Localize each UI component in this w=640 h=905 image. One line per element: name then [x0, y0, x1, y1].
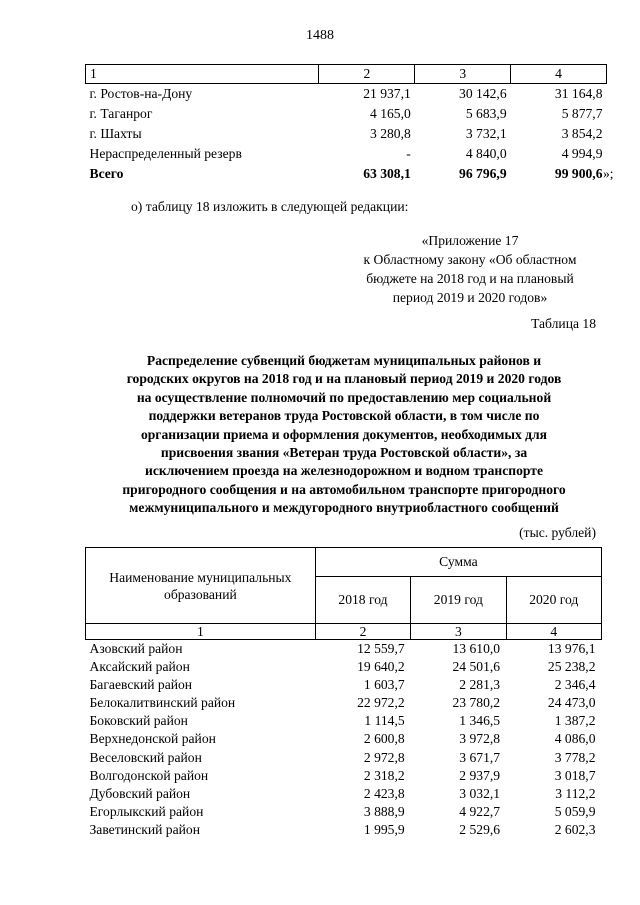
value-cell: 4 994,9 — [561, 146, 603, 161]
value-cell: 5 683,9 — [465, 106, 507, 121]
table-label: Таблица 18 — [531, 316, 596, 331]
header-cell: 4 — [511, 65, 607, 84]
name-cell: Волгодонской район — [89, 767, 209, 783]
value-cell: 2 318,2 — [363, 767, 405, 783]
year-2018-header: 2018 год — [315, 577, 410, 624]
index-cell: 1 — [86, 624, 316, 640]
main-table — [85, 547, 602, 839]
value-cell: 1 114,5 — [364, 713, 405, 729]
value-cell: 3 778,2 — [554, 749, 596, 765]
name-cell: Егорлыкский район — [89, 803, 204, 819]
header-cell: 2 — [319, 65, 415, 84]
table-row — [86, 124, 607, 144]
value-cell: 24 473,0 — [547, 695, 596, 711]
value-cell: 2 602,3 — [554, 821, 596, 837]
table-row — [86, 694, 602, 712]
table-row — [86, 730, 602, 748]
units-label: (тыс. рублей) — [519, 525, 596, 540]
total-value: 63 308,1 — [363, 166, 411, 181]
value-cell: 4 165,0 — [370, 106, 411, 121]
value-cell: 3 018,7 — [554, 767, 596, 783]
name-cell: Белокалитвинский район — [89, 695, 236, 711]
value-cell: 19 640,2 — [357, 659, 405, 675]
total-value: 96 796,9 — [459, 166, 507, 181]
table-title — [85, 352, 603, 518]
total-value: 99 900,6 — [554, 166, 603, 181]
title-line: Распределение субвенций бюджетам муниципальных районов и — [146, 353, 542, 368]
table-row — [86, 767, 602, 785]
value-cell: 3 888,9 — [363, 803, 405, 819]
name-cell: Заветинский район — [89, 821, 200, 837]
index-cell: 4 — [506, 624, 601, 640]
table-row — [86, 104, 607, 124]
name-cell: Азовский район — [89, 641, 183, 656]
table-row — [86, 658, 602, 676]
value-cell: 1 995,9 — [363, 821, 405, 837]
name-cell: г. Таганрог — [89, 106, 153, 121]
column-index-row — [86, 624, 602, 640]
table-row — [86, 803, 602, 821]
table-row — [86, 749, 602, 767]
value-cell: 4 840,0 — [465, 146, 507, 161]
value-cell: 2 346,4 — [554, 677, 596, 693]
name-cell: Аксайский район — [89, 659, 190, 675]
value-cell: 24 501,6 — [452, 659, 501, 675]
value-cell: 5 877,7 — [561, 106, 603, 121]
page-number: 1488 — [306, 28, 334, 43]
value-cell: 3 732,1 — [465, 126, 507, 141]
appendix-line: бюджете на 2018 год и на плановый — [366, 271, 574, 286]
top-table-header — [86, 65, 607, 84]
header-cell: 1 — [86, 65, 319, 84]
value-cell: 2 529,6 — [459, 821, 501, 837]
title-line: организации приема и оформления документов, необходимых для — [140, 426, 548, 442]
appendix-line: «Приложение 17 — [421, 233, 519, 248]
title-line: поддержки ветеранов труда Ростовской области, в том числе по — [148, 408, 540, 424]
year-2020-header: 2020 год — [506, 577, 601, 624]
value-cell: 2 423,8 — [363, 785, 405, 801]
year-2019-header: 2019 год — [411, 577, 506, 624]
value-cell: 3 671,7 — [459, 749, 501, 765]
sum-header: Сумма — [315, 548, 601, 577]
table-row — [86, 640, 602, 659]
value-cell: 31 164,8 — [554, 86, 603, 101]
value-cell: 4 922,7 — [459, 803, 501, 819]
value-cell: 1 346,5 — [459, 713, 501, 729]
value-cell: 22 972,2 — [357, 695, 405, 711]
name-cell: г. Ростов-на-Дону — [89, 86, 193, 101]
closing-quote: »; — [603, 166, 614, 181]
title-line: присвоения звания «Ветеран труда Ростовской области», за — [160, 445, 528, 461]
appendix-reference — [360, 231, 580, 307]
value-cell: 2 972,8 — [363, 749, 405, 765]
value-cell: 30 142,6 — [459, 86, 507, 101]
value-cell: 5 059,9 — [554, 803, 596, 819]
name-cell: Нераспределенный резерв — [89, 146, 242, 161]
name-cell: г. Шахты — [89, 126, 142, 141]
name-header-line: образований — [164, 586, 237, 602]
instruction-text: о) таблицу 18 изложить в следующей редакции: — [131, 199, 409, 214]
value-cell: 12 559,7 — [357, 641, 405, 656]
value-cell: 3 032,1 — [459, 785, 501, 801]
name-cell: Боковский район — [89, 713, 188, 729]
value-cell: 2 281,3 — [459, 677, 501, 693]
value-cell: 25 238,2 — [547, 659, 596, 675]
main-table-header — [86, 548, 602, 577]
name-cell: Веселовский район — [89, 749, 202, 765]
title-line: городских округов на 2018 год и на плановый период 2019 и 2020 годов — [126, 371, 562, 387]
value-cell: 3 972,8 — [459, 731, 501, 747]
value-cell: 13 976,1 — [547, 641, 596, 656]
table-row — [86, 712, 602, 730]
value-cell: 4 086,0 — [554, 731, 596, 747]
total-label: Всего — [89, 166, 124, 181]
value-cell: 2 600,8 — [363, 731, 405, 747]
value-cell: 2 937,9 — [459, 767, 501, 783]
index-cell: 2 — [315, 624, 410, 640]
table-row — [86, 84, 607, 105]
value-cell: 13 610,0 — [452, 641, 501, 656]
appendix-line: период 2019 и 2020 годов» — [392, 290, 548, 305]
value-cell: 3 112,2 — [555, 785, 596, 801]
value-cell: 23 780,2 — [452, 695, 501, 711]
value-cell: 1 603,7 — [363, 677, 405, 693]
name-column-header — [86, 548, 316, 624]
table-row — [86, 785, 602, 803]
table-row — [86, 676, 602, 694]
value-cell: 1 387,2 — [554, 713, 596, 729]
value-cell: - — [406, 146, 411, 161]
title-line: на осуществление полномочий по предоставлению мер социальной — [136, 389, 552, 405]
table-row — [86, 144, 607, 164]
title-line: пригородного сообщения и на автомобильном транспорте пригородного — [122, 481, 566, 497]
title-line: межмуниципального и междугородного внутриобластного сообщений — [129, 500, 559, 516]
total-row — [86, 164, 607, 184]
name-cell: Верхнедонской район — [89, 731, 216, 747]
appendix-line: к Областному закону «Об областном — [363, 252, 577, 267]
title-line: исключением проезда на железнодорожном и водном транспорте — [144, 463, 543, 479]
header-cell: 3 — [415, 65, 511, 84]
top-table — [85, 64, 607, 184]
name-header-line: Наименование муниципальных — [109, 569, 292, 585]
name-cell: Багаевский район — [89, 677, 193, 693]
name-cell: Дубовский район — [89, 785, 191, 801]
value-cell: 21 937,1 — [363, 86, 411, 101]
value-cell: 3 854,2 — [561, 126, 603, 141]
table-row — [86, 821, 602, 839]
value-cell: 3 280,8 — [370, 126, 411, 141]
index-cell: 3 — [411, 624, 506, 640]
